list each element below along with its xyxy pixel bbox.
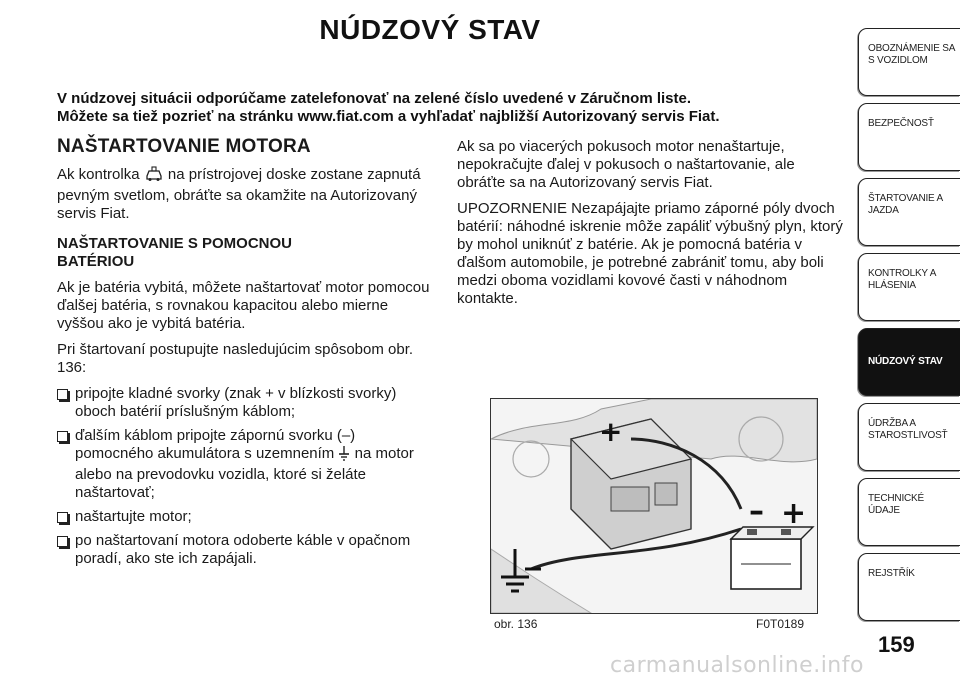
booster-plus-sign: + (781, 496, 807, 531)
jump-start-illustration (490, 398, 818, 614)
ground-symbol-icon (338, 445, 350, 466)
vehicle-battery-plus: + (599, 415, 623, 448)
list-item-text: ďalším káblom pripojte zápornú svorku (–) pomocného akumulátora s uzemnením (75, 427, 356, 462)
subheading-line-1: NAŠTARTOVANIE S POMOCNOU (57, 235, 293, 252)
intro-notice (57, 90, 847, 126)
tab-rejstrik[interactable]: REJSTŘÍK (858, 553, 960, 621)
bullet-square-icon (57, 389, 68, 400)
immobilizer-warning-icon (144, 166, 164, 187)
tab-oboznamenie[interactable]: OBOZNÁMENIE SA S VOZIDLOM (858, 28, 960, 96)
tab-technicke-udaje[interactable]: TECHNICKÉ ÚDAJE (858, 478, 960, 546)
list-item-text: po naštartovaní motora odoberte káble v opačnom poradí, ako ste ich zapájali. (75, 532, 411, 567)
intro-line-2: Môžete sa tiež pozrieť na stránku www.fiat.com a vyhľadať najbližší Autorizovaný servis Fiat. (57, 108, 720, 125)
right-column (457, 138, 847, 316)
subsection-heading (57, 235, 437, 271)
list-item (57, 385, 437, 421)
page-title: NÚDZOVÝ STAV (319, 14, 541, 45)
list-item (57, 532, 437, 568)
retry-paragraph: Ak sa po viacerých pokusoch motor nenaštartuje, nepokračujte ďalej v pokusoch o naštartovanie, ale obráťte sa na Autorizovaný servis Fiat. (457, 138, 795, 191)
warning-light-paragraph (57, 166, 437, 223)
chapter-tabs (858, 28, 960, 628)
booster-battery (731, 527, 813, 589)
left-column (57, 136, 437, 574)
list-item-text: pripojte kladné svorky (znak + v blízkosti svorky) oboch batérií príslušným káblom; (75, 385, 397, 420)
battery-paragraph: Ak je batéria vybitá, môžete naštartovať motor pomocou ďalšej batéria, s rovnakou kapacitou alebo mierne vyššou ako je vybitá batéria. (57, 279, 430, 332)
page-number: 159 (878, 632, 915, 657)
warning-paragraph: UPOZORNENIE Nezapájajte priamo záporné póly dvoch batérií: náhodné iskrenie môže zapáliť výbušný plyn, ktorý by mohol uniknúť z batérie. Ak je pomocná batéria v ďalšom automobile, je potrebné zabrániť tomu, aby boli medzi oboma vozidlami kovové časti v náhodnom kontakte. (457, 200, 843, 307)
list-item-text: naštartujte motor; (75, 508, 192, 525)
paragraph-text-after-icon: na prístrojovej doske zostane zapnutá pevným svetlom, obráťte sa okamžite na Autorizovaný servis Fiat. (57, 166, 421, 222)
list-item-text-continued: na motor alebo na prevodovku vozidla, ktoré si želáte naštartovať; (75, 445, 414, 501)
intro-line-1: V núdzovej situácii odporúčame zatelefonovať na zelené číslo uvedené v Záručnom liste. (57, 90, 692, 107)
figure-caption: obr. 136 (494, 617, 538, 631)
list-item (57, 508, 437, 526)
booster-minus-sign: – (749, 494, 764, 529)
paragraph-text-before-icon: Ak kontrolka (57, 166, 140, 183)
watermark: carmanualsonline.info (610, 653, 864, 678)
figure-code: F0T0189 (756, 617, 805, 631)
list-item (57, 427, 437, 502)
subheading-line-2: BATÉRIOU (57, 253, 135, 270)
procedure-intro: Pri štartovaní postupujte nasledujúcim spôsobom obr. 136: (57, 341, 414, 376)
tab-bezpecnost[interactable]: BEZPEČNOSŤ (858, 103, 960, 171)
tab-udrzba[interactable]: ÚDRŽBA A STAROSTLIVOSŤ (858, 403, 960, 471)
tab-startovanie[interactable]: ŠTARTOVANIE A JAZDA (858, 178, 960, 246)
tab-nudzovy-stav[interactable]: NÚDZOVÝ STAV (858, 328, 960, 396)
tab-kontrolky[interactable]: KONTROLKY A HLÁSENIA (858, 253, 960, 321)
procedure-list (57, 385, 437, 568)
bullet-square-icon (57, 512, 68, 523)
section-heading: NAŠTARTOVANIE MOTORA (57, 136, 311, 157)
bullet-square-icon (57, 536, 68, 547)
bullet-square-icon (57, 431, 68, 442)
